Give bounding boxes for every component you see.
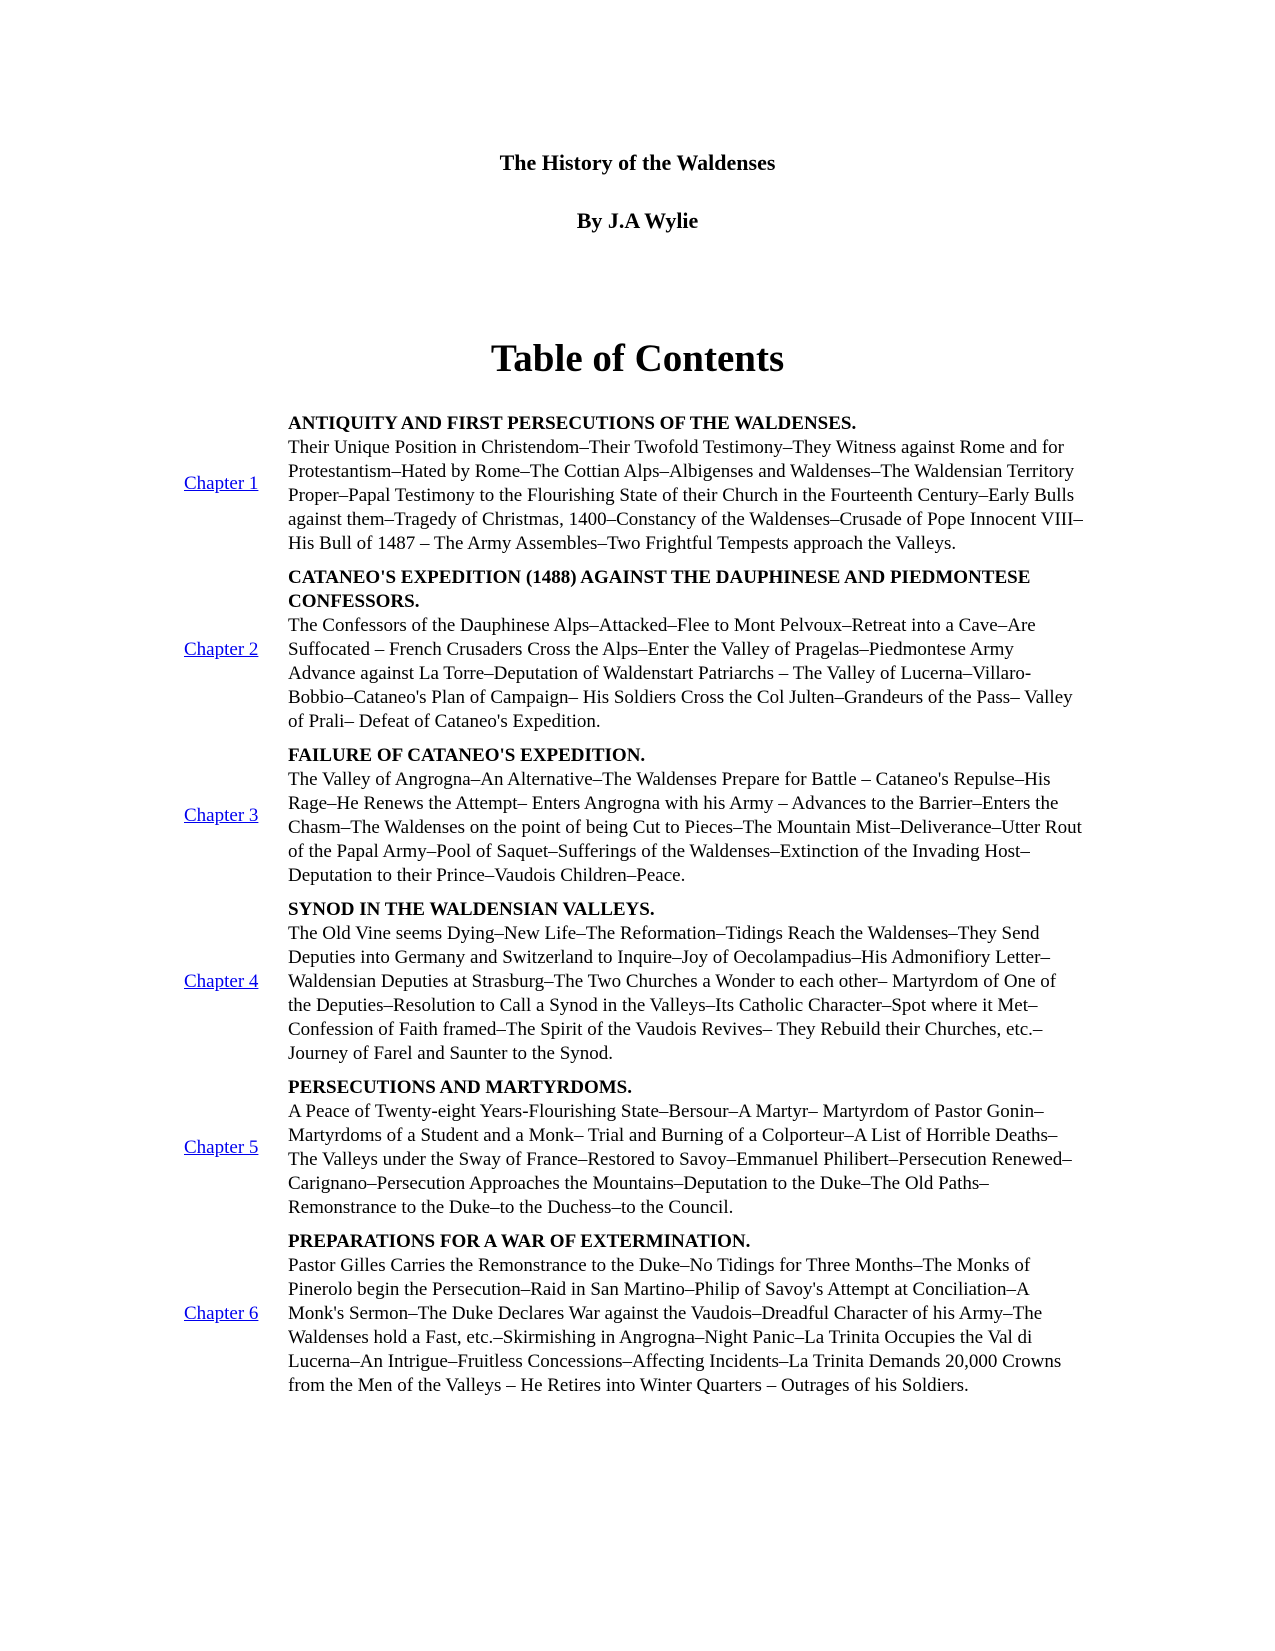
chapter-2-summary: The Confessors of the Dauphinese Alps–Attacked–Flee to Mont Pelvoux–Retreat into a Cave–Are Suffocated – French Crusaders Cross the Alps–Enter the Valley of Pragelas–Piedmontese Army Advance against La Torre–Deputation of Waldenstart Patriarchs – The Valley of Lucerna–Villaro-Bobbio–Cataneo's Plan of Campaign– His Soldiers Cross the Col Julten–Grandeurs of the Pass– Valley of Prali– Defeat of Cataneo's Expedition. [288,615,1073,732]
toc-list [184,412,1084,1408]
toc-entry-chapter-6 [184,1230,1084,1398]
chapter-4-link[interactable]: Chapter 4 [184,971,259,992]
chapter-4-summary: The Old Vine seems Dying–New Life–The Reformation–Tidings Reach the Waldenses–They Send Deputies into Germany and Switzerland to Inquire–Joy of Oecolampadius–His Admonifiory Letter–Waldensian Deputies at Strasburg–The Two Churches a Wonder to each other– Martyrdom of One of the Deputies–Resolution to Call a Synod in the Valleys–Its Catholic Character–Spot where it Met–Confession of Faith framed–The Spirit of the Vaudois Revives– They Rebuild their Churches, etc.–Journey of Farel and Saunter to the Synod. [288,923,1057,1064]
chapter-6-summary: Pastor Gilles Carries the Remonstrance to the Duke–No Tidings for Three Months–The Monks of Pinerolo begin the Persecution–Raid in San Martino–Philip of Savoy's Attempt at Conciliation–A Monk's Sermon–The Duke Declares War against the Vaudois–Dreadful Character of his Army–The Waldenses hold a Fast, etc.–Skirmishing in Angrogna–Night Panic–La Trinita Occupies the Val di Lucerna–An Intrigue–Fruitless Concessions–Affecting Incidents–La Trinita Demands 20,000 Crowns from the Men of the Valleys – He Retires into Winter Quarters – Outrages of his Soldiers. [288,1255,1062,1396]
toc-entry-chapter-3 [184,744,1084,888]
toc-entry-chapter-1 [184,412,1084,556]
chapter-2-body [288,566,1084,734]
book-author: By J.A Wylie [576,208,699,233]
chapter-1-heading: ANTIQUITY AND FIRST PERSECUTIONS OF THE WALDENSES. [288,413,857,434]
toc-heading: Table of Contents [490,337,785,380]
toc-entry-chapter-5 [184,1076,1084,1220]
chapter-2-heading: CATANEO'S EXPEDITION (1488) AGAINST THE DAUPHINESE AND PIEDMONTESE CONFESSORS. [288,567,1031,612]
chapter-6-heading: PREPARATIONS FOR A WAR OF EXTERMINATION. [288,1231,751,1252]
chapter-1-summary: Their Unique Position in Christendom–Their Twofold Testimony–They Witness against Rome and for Protestantism–Hated by Rome–The Cottian Alps–Albigenses and Waldenses–The Waldensian Territory Proper–Papal Testimony to the Flourishing State of their Church in the Fourteenth Century–Early Bulls against them–Tragedy of Christmas, 1400–Constancy of the Waldenses–Crusade of Pope Innocent VIII– His Bull of 1487 – The Army Assembles–Two Frightful Tempests approach the Valleys. [288,437,1083,554]
toc-entry-chapter-2 [184,566,1084,734]
toc-entry-chapter-4 [184,898,1084,1066]
chapter-3-link[interactable]: Chapter 3 [184,805,259,826]
chapter-1-body [288,412,1084,556]
chapter-6-body [288,1230,1084,1398]
chapter-4-body [288,898,1084,1066]
chapter-5-body [288,1076,1084,1220]
chapter-3-heading: FAILURE OF CATANEO'S EXPEDITION. [288,745,646,766]
chapter-3-body [288,744,1084,888]
chapter-1-link[interactable]: Chapter 1 [184,473,259,494]
chapter-6-link[interactable]: Chapter 6 [184,1303,259,1324]
chapter-5-link[interactable]: Chapter 5 [184,1137,259,1158]
chapter-3-summary: The Valley of Angrogna–An Alternative–The Waldenses Prepare for Battle – Cataneo's Repulse–His Rage–He Renews the Attempt– Enters Angrogna with his Army – Advances to the Barrier–Enters the Chasm–The Waldenses on the point of being Cut to Pieces–The Mountain Mist–Deliverance–Utter Rout of the Papal Army–Pool of Saquet–Sufferings of the Waldenses–Extinction of the Invading Host– Deputation to their Prince–Vaudois Children–Peace. [288,769,1082,886]
book-title: The History of the Waldenses [499,150,776,175]
chapter-5-heading: PERSECUTIONS AND MARTYRDOMS. [288,1077,633,1098]
chapter-4-heading: SYNOD IN THE WALDENSIAN VALLEYS. [288,899,655,920]
chapter-5-summary: A Peace of Twenty-eight Years-Flourishing State–Bersour–A Martyr– Martyrdom of Pastor Gonin–Martyrdoms of a Student and a Monk– Trial and Burning of a Colporteur–A List of Horrible Deaths–The Valleys under the Sway of France–Restored to Savoy–Emmanuel Philibert–Persecution Renewed–Carignano–Persecution Approaches the Mountains–Deputation to the Duke–The Old Paths– Remonstrance to the Duke–to the Duchess–to the Council. [288,1101,1072,1218]
chapter-2-link[interactable]: Chapter 2 [184,639,259,660]
